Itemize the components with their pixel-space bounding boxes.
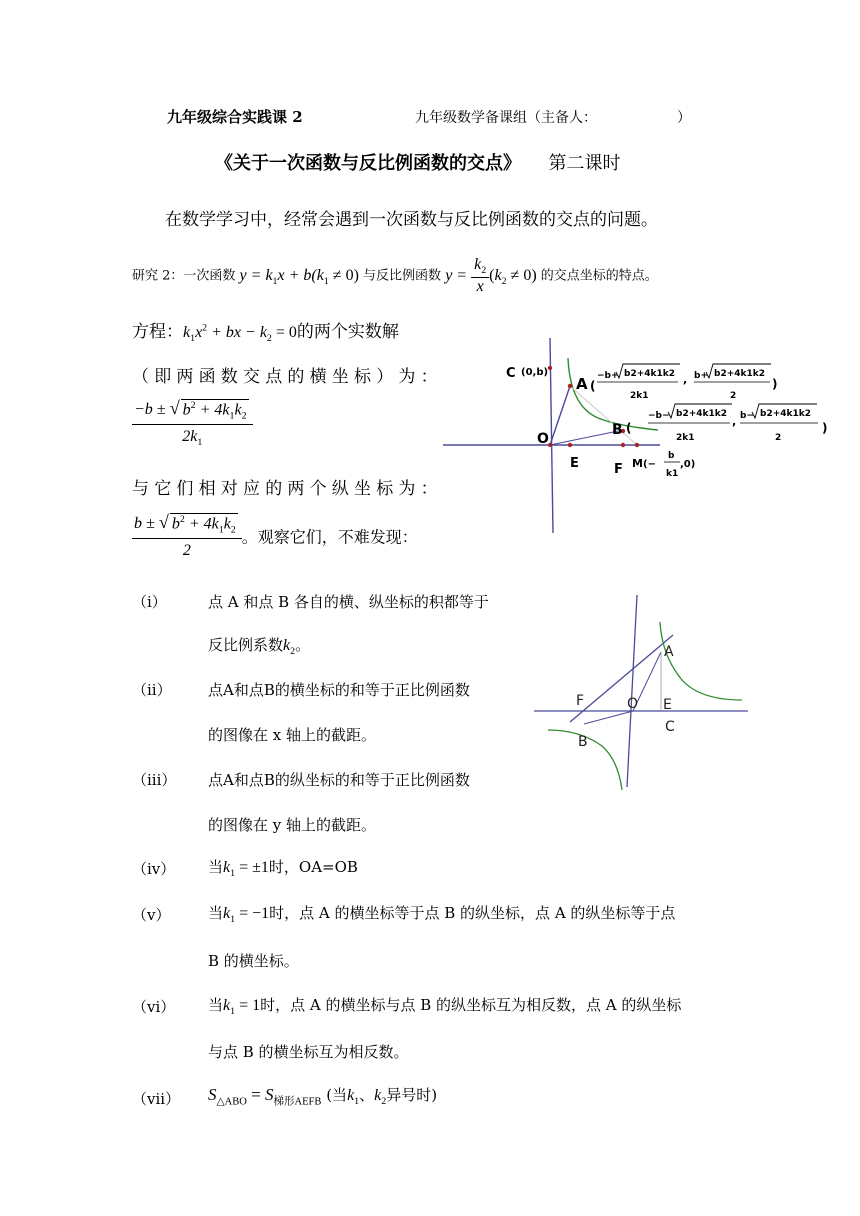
item-7-area-formula: $S_{\triangle ABO} = S_{梯形AEFB}$ — [208, 1085, 322, 1108]
svg-text:b2+4k1k2: b2+4k1k2 — [676, 409, 728, 419]
fig1-label-b: B — [612, 422, 623, 438]
fig1-point-e — [568, 443, 572, 447]
header-right — [415, 107, 691, 127]
fig1-line-ab — [550, 386, 570, 445]
quadratic-equation: $k_1x^2$ + bx − $k_2 = 0$ — [183, 322, 297, 345]
item-7-k1: $k_1$ — [347, 1087, 360, 1108]
fig2-line-ab — [570, 635, 673, 722]
item-4-pre: 当 — [208, 858, 224, 876]
item-4-condition: $k_1 = \pm 1$ — [223, 859, 269, 880]
fig2-label-a: A — [664, 644, 674, 660]
item-7-post-end: 异号时) — [386, 1086, 438, 1104]
study-line — [132, 256, 658, 297]
y-solution-formula: $\frac{b \pm √ b^2 + 4k_1k_2}{2}$ — [132, 512, 242, 560]
figure-1-diagram — [440, 328, 840, 538]
item-3-text: 点A和点B的纵坐标的和等于正比例函数 — [208, 771, 470, 789]
item-7-k2: $k_2$ — [374, 1087, 387, 1108]
equation-line — [132, 317, 399, 344]
svg-text:b2+4k1k2: b2+4k1k2 — [624, 369, 676, 379]
fig1-label-m: M — [632, 457, 643, 470]
item-5-post: 时，点 A 的横坐标等于点 B 的纵坐标，点 A 的纵坐标等于点 — [269, 904, 676, 922]
header-right-text: 九年级数学备课组（主备人： — [415, 110, 597, 126]
title-main: 《关于一次函数与反比例函数的交点》 — [215, 153, 521, 174]
header-left: 九年级综合实践课 2 — [167, 108, 303, 126]
item-1-text-2: 反比例系数$k_2$。 — [208, 636, 311, 658]
item-1-text: 点 A 和点 B 各自的横、纵坐标的积都等于 — [208, 593, 489, 611]
svg-text:(: ( — [626, 421, 632, 435]
item-6-text-2: 与点 B 的横坐标互为相反数。 — [208, 1043, 409, 1061]
svg-text:(: ( — [590, 379, 596, 393]
item-7-number: （vii） — [132, 1090, 181, 1108]
svg-text:b+: b+ — [694, 371, 708, 381]
fig1-point-c — [548, 366, 552, 370]
svg-text:,: , — [683, 373, 688, 386]
inverse-function-formula: y = $\frac{k_2}{x}$ $(k_2 \ne 0)$ — [445, 256, 537, 295]
svg-text:k1: k1 — [666, 469, 679, 479]
fig1-coord-b — [626, 404, 827, 443]
figure-2-diagram — [530, 590, 752, 790]
item-5-text-2: B 的横坐标。 — [208, 952, 299, 970]
fig2-label-b: B — [578, 734, 588, 750]
fig1-point-m — [635, 443, 639, 447]
item-5-pre: 当 — [208, 904, 224, 922]
item-6-number: （vi） — [132, 998, 176, 1016]
item-5-text — [208, 902, 675, 925]
fig1-point-f — [621, 443, 625, 447]
fig2-y-axis — [627, 595, 637, 787]
y-solution-line — [132, 512, 418, 560]
item-2-text-2: 的图像在 x 轴上的截距。 — [208, 726, 376, 744]
header-right-close: ） — [677, 110, 691, 126]
item-4-post: 时，OA=OB — [268, 858, 358, 876]
svg-text:b−: b− — [740, 411, 754, 421]
item-4-number: （iv） — [132, 860, 176, 878]
item-6-pre: 当 — [208, 996, 224, 1014]
item-6-condition: $k_1 = 1$ — [223, 997, 261, 1018]
study-prefix: 研究 2：一次函数 — [132, 268, 236, 284]
paren-line: （即两函数交点的横坐标）为： — [132, 367, 443, 387]
item-2-text: 点A和点B的横坐标的和等于正比例函数 — [208, 681, 470, 699]
svg-text:−b−: −b− — [648, 411, 670, 421]
fig1-aux-line — [570, 386, 637, 445]
fig1-coord-a — [590, 364, 777, 401]
observe-text: 。观察它们，不难发现： — [241, 527, 418, 547]
item-1-text-2-label: 反比例系数 — [208, 636, 284, 654]
item-1-k2-symbol: $k_2$ — [283, 637, 296, 658]
fig1-label-e: E — [570, 456, 579, 471]
item-7-post-mid: 、 — [359, 1086, 375, 1104]
svg-text:b: b — [668, 451, 675, 461]
item-7-text — [208, 1084, 437, 1108]
item-3-number: （iii） — [132, 771, 177, 789]
svg-text:2k1: 2k1 — [676, 433, 695, 443]
x-solution-formula: $\frac{-b \pm √ b^2 + 4k_1k_2}{2k_1}$ — [132, 398, 253, 448]
svg-text:): ) — [772, 377, 778, 391]
item-1-number: （i） — [132, 593, 167, 611]
linear-function-formula: $y = k_1x + b(k_1 \ne 0)$ — [239, 266, 359, 287]
svg-text:): ) — [822, 421, 828, 435]
intro-paragraph: 在数学学习中，经常会遇到一次函数与反比例函数的交点的问题。 — [165, 210, 658, 230]
fig2-line-ob — [584, 711, 633, 724]
page-title — [215, 149, 620, 175]
svg-text:−b+: −b+ — [597, 371, 619, 381]
fig1-label-o: O — [537, 431, 549, 447]
item-2-number: （ii） — [132, 681, 172, 699]
item-7-post-pre: (当 — [326, 1086, 348, 1104]
svg-text:2: 2 — [730, 391, 737, 401]
fig2-label-f: F — [576, 693, 585, 709]
svg-text:2: 2 — [775, 433, 782, 443]
fig2-label-o: O — [627, 696, 639, 712]
study-mid: 与反比例函数 — [363, 268, 442, 284]
fig2-label-c: C — [665, 719, 675, 735]
y-line: 与它们相对应的两个纵坐标为： — [132, 479, 443, 499]
fig2-label-e: E — [663, 697, 672, 713]
fig1-label-a: A — [576, 375, 588, 393]
fig2-hyperbola-upper — [660, 622, 742, 700]
fig1-label-f: F — [614, 462, 623, 477]
fig1-label-m-coord-prefix: (− — [643, 459, 656, 470]
study-suffix: 的交点坐标的特点。 — [540, 268, 658, 284]
fig1-coord-m-fraction — [664, 451, 680, 479]
title-session: 第二课时 — [548, 153, 621, 174]
svg-text:,: , — [732, 415, 737, 428]
item-5-number: （v） — [132, 906, 171, 924]
item-4-text — [208, 856, 358, 879]
svg-text:2k1: 2k1 — [630, 391, 649, 401]
fig1-point-a — [568, 384, 572, 388]
item-5-condition: $k_1 = -1$ — [223, 905, 270, 926]
svg-text:b2+4k1k2: b2+4k1k2 — [760, 409, 812, 419]
svg-text:b2+4k1k2: b2+4k1k2 — [714, 369, 766, 379]
item-6-text — [208, 994, 681, 1017]
fig1-label-m-coord-suffix: ,0) — [680, 459, 696, 470]
fig1-label-c-coord: (0,b) — [521, 367, 549, 378]
equation-suffix: 的两个实数解 — [296, 322, 399, 342]
item-3-text-2: 的图像在 y 轴上的截距。 — [208, 816, 377, 834]
item-6-post: 时，点 A 的横坐标与点 B 的纵坐标互为相反数，点 A 的纵坐标 — [260, 996, 682, 1014]
fig1-label-c: C — [506, 366, 516, 381]
equation-prefix: 方程： — [132, 322, 183, 342]
